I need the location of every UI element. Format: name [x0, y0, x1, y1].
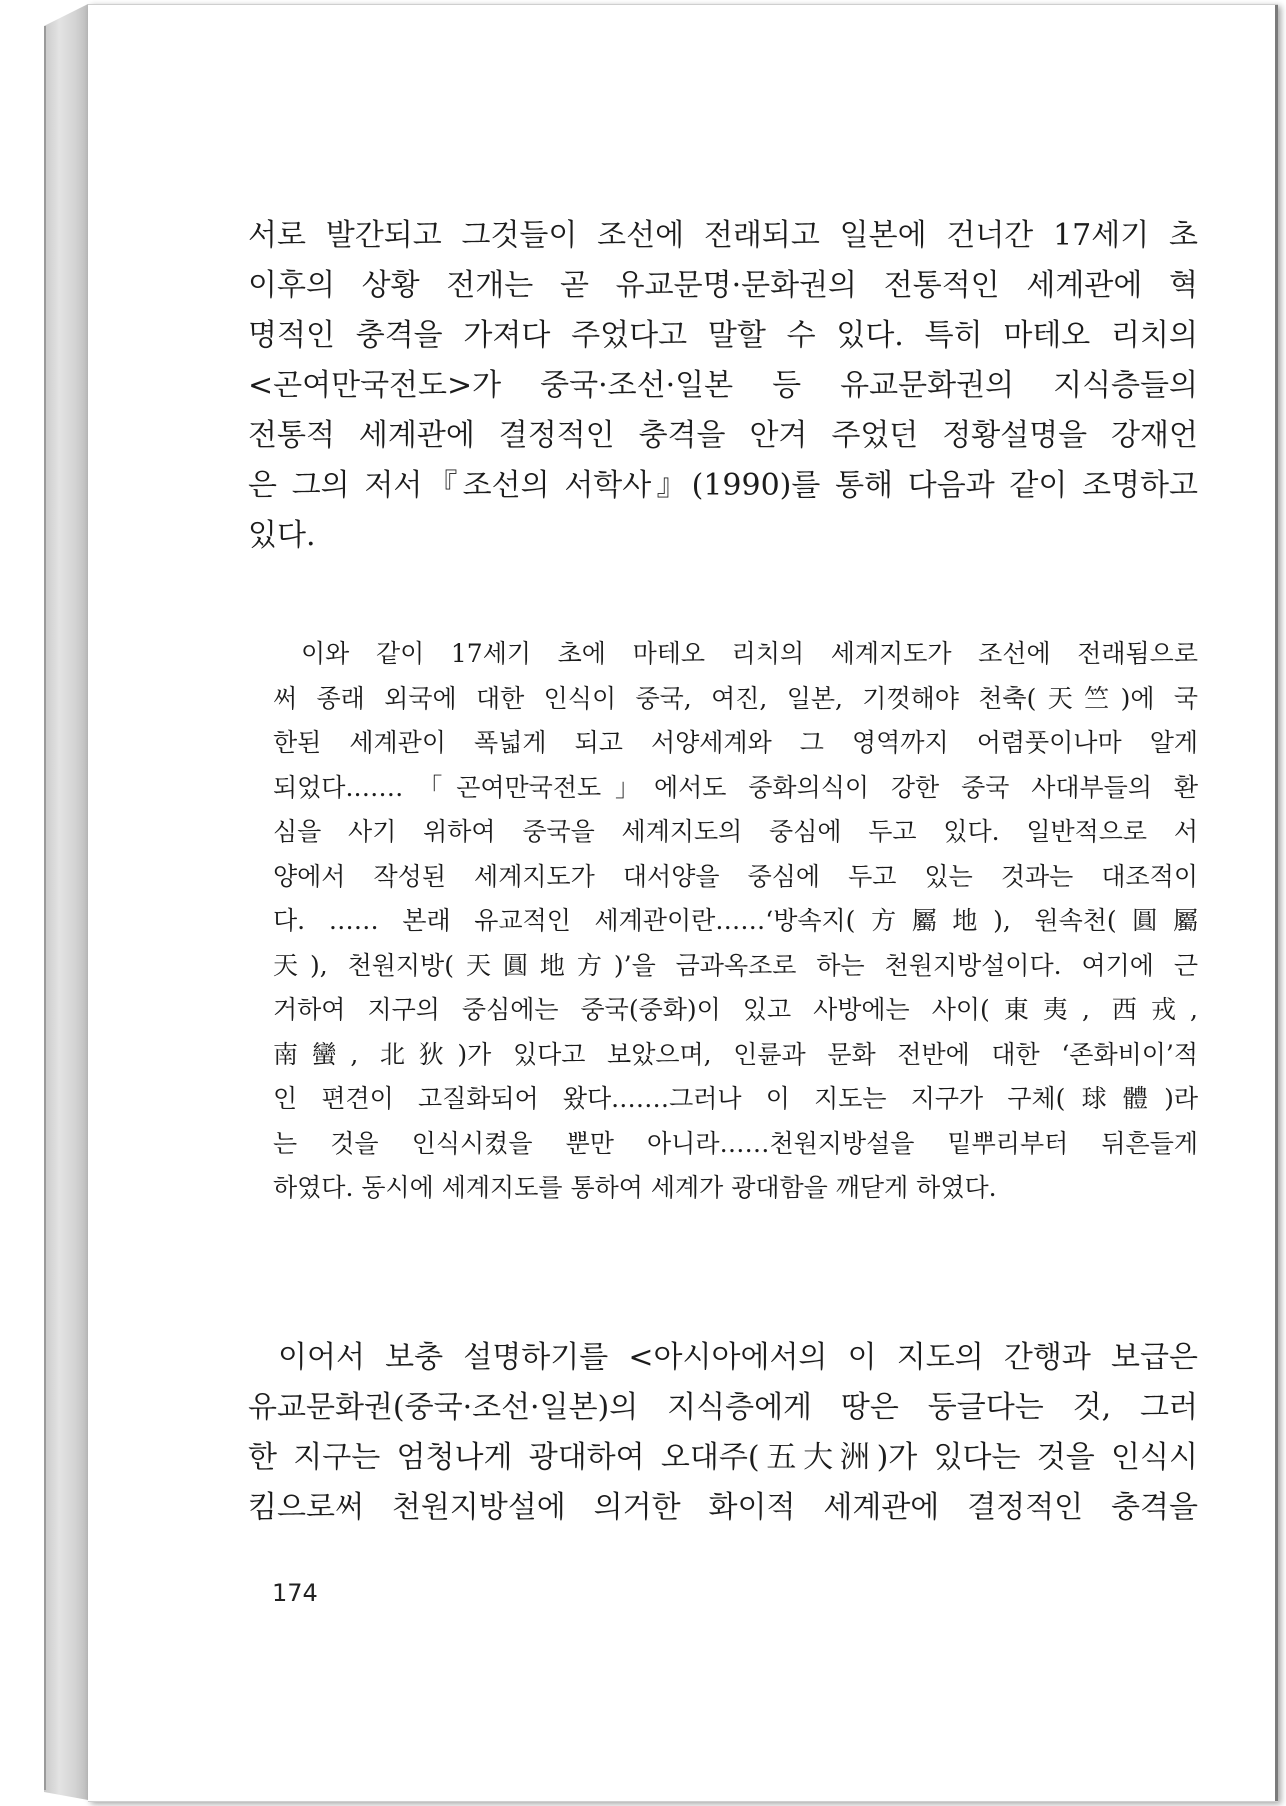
- text-line: 한 지구는 엄청나게 광대하여 오대주(五大洲)가 있다는 것을 인식시: [248, 1440, 1198, 1475]
- quote-line: 심을 사기 위하여 중국을 세계지도의 중심에 두고 있다. 일반적으로 서: [273, 817, 1198, 846]
- text-line: <곤여만국전도>가 중국·조선·일본 등 유교문화권의 지식층들의: [248, 368, 1198, 403]
- quote-line: 는 것을 인식시켰을 뿐만 아니라……천원지방설을 밑뿌리부터 뒤흔들게: [273, 1128, 1198, 1158]
- quote-line: 다. …… 본래 유교적인 세계관이란……‘방속지(方屬地), 원속천(圓屬: [273, 906, 1198, 935]
- text-line: 은 그의 저서『조선의 서학사』(1990)를 통해 다음과 같이 조명하고: [248, 468, 1198, 503]
- book-page: [88, 4, 1278, 1802]
- page-number: 174: [272, 1579, 318, 1607]
- quote-line: 天), 천원지방(天圓地方)’을 금과옥조로 하는 천원지방설이다. 여기에 근: [273, 950, 1198, 980]
- text-line: 유교문화권(중국·조선·일본)의 지식층에게 땅은 둥글다는 것, 그러: [248, 1390, 1198, 1425]
- text-line: 이어서 보충 설명하기를 <아시아에서의 이 지도의 간행과 보급은: [278, 1340, 1198, 1375]
- page-edge: [1275, 5, 1278, 1801]
- text-line: 있다.: [248, 518, 316, 553]
- text-line: 서로 발간되고 그것들이 조선에 전래되고 일본에 건너간 17세기 초: [248, 218, 1198, 253]
- quote-line: 南蠻, 北狄)가 있다고 보았으며, 인륜과 문화 전반에 대한 ‘존화비이’적: [273, 1039, 1198, 1069]
- quote-line: 양에서 작성된 세계지도가 대서양을 중심에 두고 있는 것과는 대조적이: [273, 861, 1198, 891]
- paragraph-1: [248, 211, 1198, 561]
- quote-line: 되었다.……「곤여만국전도」에서도 중화의식이 강한 중국 사대부들의 환: [273, 772, 1198, 802]
- book-spine: [44, 4, 88, 1800]
- quote-line: 한된 세계관이 폭넓게 되고 서양세계와 그 영역까지 어렴풋이나마 알게: [273, 728, 1198, 757]
- text-line: 킴으로써 천원지방설에 의거한 화이적 세계관에 결정적인 충격을: [248, 1490, 1198, 1525]
- quote-line: 이와 같이 17세기 초에 마테오 리치의 세계지도가 조선에 전래됨으로: [301, 639, 1198, 668]
- spine-edge: [44, 26, 46, 1790]
- quote-line: 인 편견이 고질화되어 왔다.……그러나 이 지도는 지구가 구체(球體)라: [273, 1084, 1198, 1113]
- quote-line: 거하여 지구의 중심에는 중국(중화)이 있고 사방에는 사이(東夷, 西戎,: [273, 995, 1198, 1024]
- quote-line: 써 종래 외국에 대한 인식이 중국, 여진, 일본, 기껏해야 천축(天竺)에 국: [273, 683, 1198, 713]
- text-line: 전통적 세계관에 결정적인 충격을 안겨 주었던 정황설명을 강재언: [248, 418, 1198, 453]
- quote-line: 하였다. 동시에 세계지도를 통하여 세계가 광대함을 깨닫게 하였다.: [273, 1173, 997, 1202]
- block-quote: [273, 632, 1198, 1211]
- paragraph-2: [248, 1333, 1198, 1533]
- text-line: 명적인 충격을 가져다 주었다고 말할 수 있다. 특히 마테오 리치의: [248, 318, 1198, 353]
- text-line: 이후의 상황 전개는 곧 유교문명·문화권의 전통적인 세계관에 혁: [248, 268, 1198, 303]
